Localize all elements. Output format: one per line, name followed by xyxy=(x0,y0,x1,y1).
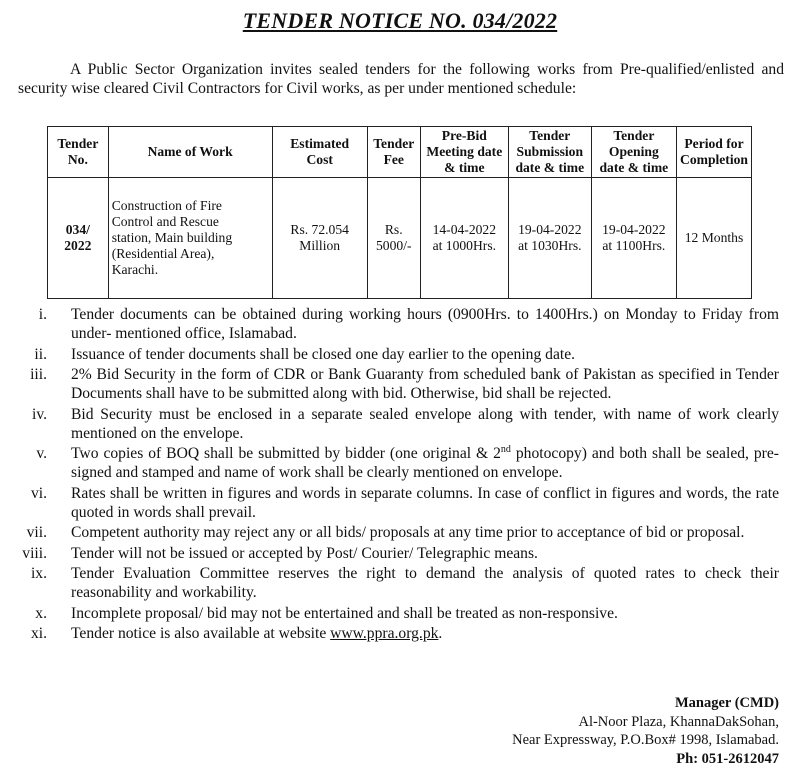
list-item: ix. Tender Evaluation Committee reserves the right to demand the analysis of quoted rates to check their reasonability and workability. xyxy=(30,565,779,601)
table-row xyxy=(48,178,752,299)
address-line-1: Al-Noor Plaza, KhannaDakSohan, xyxy=(578,713,779,730)
header-tender-no: Tender No. xyxy=(48,127,109,178)
cell-estimated-cost: Rs. 72.054 Million xyxy=(272,178,367,299)
signatory-designation: Manager (CMD) xyxy=(674,695,779,711)
cell-tender-opening: 19-04-2022 at 1100Hrs. xyxy=(591,178,676,299)
header-name-of-work: Name of Work xyxy=(108,127,272,178)
cell-name-of-work: Construction of Fire Control and Rescue station, Main building (Residential Area), Karachi. xyxy=(108,178,272,299)
cell-prebid-meeting: 14-04-2022 at 1000Hrs. xyxy=(420,178,508,299)
intro-paragraph: A Public Sector Organization invites sealed tenders for the following works from Pre-qualified/enlisted and security wise cleared Civil Contractors for Civil works, as per under mentioned schedule: xyxy=(18,61,784,97)
phone-number: Ph: 051-2612047 xyxy=(676,750,779,767)
website-link[interactable]: www.ppra.org.pk xyxy=(330,625,439,642)
table-header-row xyxy=(48,127,752,178)
cell-tender-fee: Rs. 5000/- xyxy=(367,178,420,299)
schedule-table xyxy=(47,126,752,299)
header-prebid-meeting: Pre-Bid Meeting date & time xyxy=(420,127,508,178)
header-estimated-cost: Estimated Cost xyxy=(272,127,367,178)
list-item: viii. Tender will not be issued or accepted by Post/ Courier/ Telegraphic means. xyxy=(22,544,538,562)
cell-tender-submission: 19-04-2022 at 1030Hrs. xyxy=(508,178,591,299)
terms-list xyxy=(0,305,800,645)
list-item: iii. 2% Bid Security in the form of CDR or Bank Guaranty from scheduled bank of Pakistan as specified in Tender Documents shall have to be submitted along with bid. Otherwise, bid shall be rejected. xyxy=(30,366,779,402)
header-period-completion: Period for Completion xyxy=(676,127,751,178)
address-line-2: Near Expressway, P.O.Box# 1998, Islamabad. xyxy=(512,732,779,748)
signature-block xyxy=(512,694,779,768)
list-item: xi. Tender notice is also available at website www.ppra.org.pk. xyxy=(30,625,443,642)
list-item: i. Tender documents can be obtained during working hours (0900Hrs. to 1400Hrs.) on Monday to Friday from under- mentioned office, Islamabad. xyxy=(38,306,779,342)
list-item: iv. Bid Security must be enclosed in a separate sealed envelope along with tender, with name of work clearly mentioned on the envelope. xyxy=(31,405,779,442)
header-tender-submission: Tender Submission date & time xyxy=(508,127,591,178)
list-item: vii. Competent authority may reject any or all bids/ proposals at any time prior to acceptance of bid or proposal. xyxy=(26,524,745,541)
list-item: x. Incomplete proposal/ bid may not be entertained and shall be treated as non-responsive. xyxy=(35,604,618,622)
list-item: vi. Rates shall be written in figures and words in separate columns. In case of conflict in figures and words, the rate quoted in words shall prevail. xyxy=(30,484,779,521)
header-tender-opening: Tender Opening date & time xyxy=(591,127,676,178)
header-tender-fee: Tender Fee xyxy=(367,127,420,178)
cell-tender-no: 034/ 2022 xyxy=(48,178,109,299)
notice-title: TENDER NOTICE NO. 034/2022 xyxy=(242,8,558,33)
cell-period-completion: 12 Months xyxy=(676,178,751,299)
list-item: ii. Issuance of tender documents shall be closed one day earlier to the opening date. xyxy=(34,345,576,363)
list-item: v. Two copies of BOQ shall be submitted by bidder (one original & 2nd photocopy) and both shall be sealed, pre-signed and stamped and name of work shall be clearly mentioned on envelope. xyxy=(36,443,779,481)
